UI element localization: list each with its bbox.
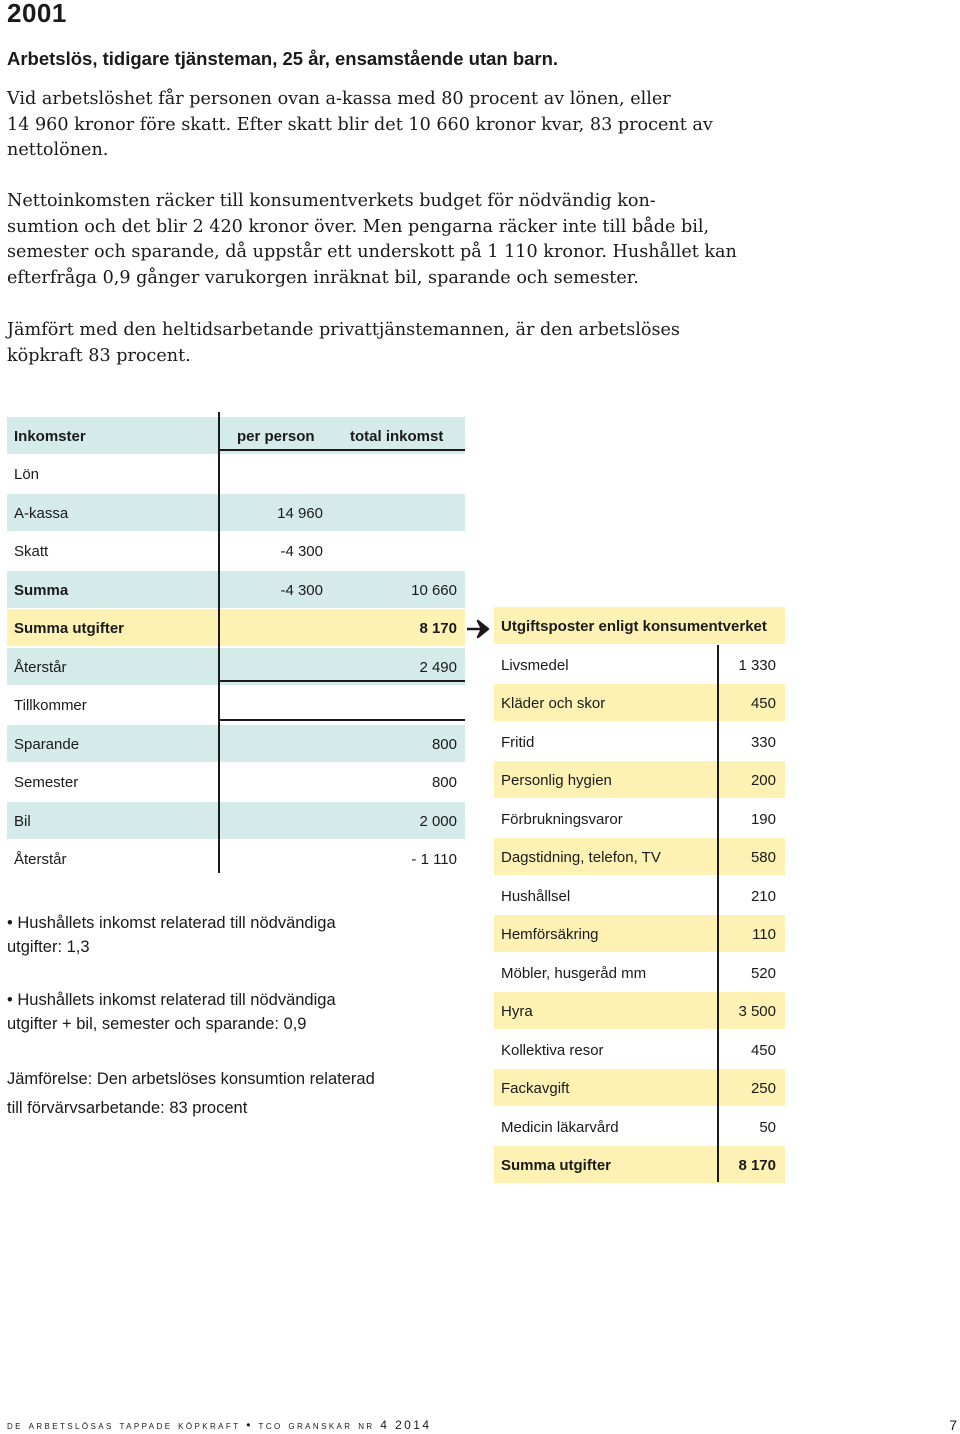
expense-label: Personlig hygien	[501, 772, 612, 789]
expense-label: Hushållsel	[501, 888, 571, 905]
income-row-aterstar-2	[7, 840, 465, 877]
note-line: utgifter + bil, semester och sparande: 0,9	[7, 1015, 307, 1033]
expense-row	[494, 915, 785, 954]
row-per-person: -4 300	[280, 582, 323, 599]
paragraph-line: nettolönen.	[7, 140, 109, 161]
expense-row	[494, 838, 785, 877]
case-heading: Arbetslös, tidigare tjänsteman, 25 år, ensamstående utan barn.	[7, 48, 559, 69]
expense-value: 250	[750, 1080, 776, 1097]
row-total: 2 000	[419, 813, 457, 830]
row-label: A-kassa	[14, 505, 69, 522]
expense-value: 110	[752, 926, 776, 943]
income-table	[7, 417, 465, 873]
expense-label: Medicin läkarvård	[501, 1119, 619, 1136]
note-1	[7, 911, 427, 959]
row-total: 800	[431, 736, 457, 753]
expense-row	[494, 1069, 785, 1108]
row-total: 2 490	[419, 659, 457, 676]
income-row-summa	[7, 571, 465, 610]
note-line: Hushållets inkomst relaterad till nödvändiga	[17, 991, 336, 1009]
paragraph-line: Jämfört med den heltidsarbetande privattjänstemannen, är den arbetslöses	[7, 320, 680, 340]
row-label: Lön	[14, 466, 40, 483]
expense-label: Hyra	[501, 1003, 533, 1020]
income-row-skatt	[7, 532, 465, 569]
expense-row	[494, 992, 785, 1031]
expense-label: Fackavgift	[501, 1080, 570, 1097]
row-total: 10 660	[411, 582, 457, 599]
expense-value: 8 170	[738, 1157, 776, 1174]
header-inkomster: Inkomster	[14, 428, 86, 445]
header-total-inkomst: total inkomst	[350, 428, 444, 445]
expense-value: 1 330	[738, 657, 776, 674]
paragraph-line: 14 960 kronor före skatt. Efter skatt blir det 10 660 kronor kvar, 83 procent av	[7, 114, 713, 135]
expense-value: 580	[750, 849, 776, 866]
row-label: Tillkommer	[14, 697, 87, 714]
row-label: Skatt	[14, 543, 49, 560]
expense-row-total	[494, 1146, 785, 1185]
expense-value: 450	[750, 1042, 776, 1059]
income-row-semester	[7, 763, 465, 800]
expense-row	[494, 1031, 785, 1068]
expense-row	[494, 646, 785, 683]
row-label: Summa	[14, 582, 69, 599]
note-2	[7, 988, 427, 1036]
paragraph-line: semester och sparande, då uppstår ett underskott på 1 110 kronor. Hushållet kan	[7, 242, 737, 263]
row-per-person: -4 300	[280, 543, 323, 560]
row-divider	[218, 680, 465, 682]
expense-label: Livsmedel	[501, 657, 569, 674]
expense-row	[494, 761, 785, 800]
row-label: Semester	[14, 774, 79, 791]
expense-label: Dagstidning, telefon, TV	[501, 849, 661, 866]
paragraph-line: Vid arbetslöshet får personen ovan a-kassa med 80 procent av lönen, eller	[7, 89, 671, 109]
expense-header: Utgiftsposter enligt konsumentverket	[501, 618, 767, 635]
expense-row	[494, 1108, 785, 1145]
expense-label: Summa utgifter	[501, 1157, 612, 1174]
row-label: Sparande	[14, 736, 80, 753]
income-row-sparande	[7, 725, 465, 764]
paragraph-1	[7, 87, 737, 164]
header-per-person: per person	[237, 428, 315, 445]
expense-row	[494, 684, 785, 723]
column-divider	[717, 645, 719, 1182]
arrow-right-icon	[466, 619, 492, 639]
expense-row	[494, 877, 785, 914]
paragraph-line: sumtion och det blir 2 420 kronor över. Men pengarna räcker inte till både bil,	[7, 216, 710, 237]
note-3	[7, 1065, 427, 1123]
income-row-lon	[7, 455, 465, 492]
expense-label: Förbrukningsvaror	[501, 811, 623, 828]
row-label: Återstår	[14, 659, 67, 676]
row-divider	[218, 719, 465, 721]
paragraph-line: köpkraft 83 procent.	[7, 345, 191, 366]
expense-label: Hemförsäkring	[501, 926, 599, 943]
note-line: Jämförelse: Den arbetslöses konsumtion relaterad	[7, 1070, 375, 1088]
expense-value: 210	[750, 888, 776, 905]
expense-value: 200	[750, 772, 776, 789]
note-line: utgifter: 1,3	[7, 938, 90, 956]
row-label: Bil	[14, 813, 31, 830]
row-total: - 1 110	[411, 851, 457, 868]
footer-title: de arbetslösas tappade köpkraft • tco granskar nr 4 2014	[7, 1418, 432, 1432]
row-total: 8 170	[419, 620, 457, 637]
row-per-person: 14 960	[277, 505, 323, 522]
note-line: Hushållets inkomst relaterad till nödvändiga	[17, 914, 336, 932]
expense-row	[494, 723, 785, 760]
income-row-a-kassa	[7, 494, 465, 533]
expense-value: 3 500	[738, 1003, 776, 1020]
expense-header-row	[494, 607, 785, 646]
income-row-tillkommer	[7, 686, 465, 723]
expense-value: 50	[759, 1119, 776, 1136]
expense-label: Möbler, husgeråd mm	[501, 965, 647, 982]
income-row-summa-utgifter	[7, 609, 465, 648]
page-number: 7	[949, 1417, 957, 1433]
year-heading: 2001	[7, 0, 67, 28]
row-divider	[218, 449, 465, 451]
bullet-icon: •	[7, 991, 13, 1009]
expense-value: 190	[750, 811, 776, 828]
expense-value: 520	[750, 965, 776, 982]
paragraph-line: efterfråga 0,9 gånger varukorgen inräknat bil, sparande och semester.	[7, 268, 639, 289]
expense-row	[494, 800, 785, 837]
paragraph-line: Nettoinkomsten räcker till konsumentverkets budget för nödvändig kon-	[7, 191, 656, 211]
expense-table	[494, 607, 785, 1182]
expense-label: Fritid	[501, 734, 535, 751]
income-row-bil	[7, 802, 465, 841]
expense-label: Kläder och skor	[501, 695, 606, 712]
expense-row	[494, 954, 785, 991]
note-line: till förvärvsarbetande: 83 procent	[7, 1099, 248, 1117]
paragraph-2	[7, 189, 737, 292]
expense-value: 330	[750, 734, 776, 751]
row-label: Summa utgifter	[14, 620, 125, 637]
expense-label: Kollektiva resor	[501, 1042, 604, 1059]
row-label: Återstår	[14, 851, 67, 868]
column-divider	[218, 412, 220, 873]
expense-value: 450	[750, 695, 776, 712]
paragraph-3	[7, 318, 737, 369]
row-total: 800	[431, 774, 457, 791]
bullet-icon: •	[7, 914, 13, 932]
